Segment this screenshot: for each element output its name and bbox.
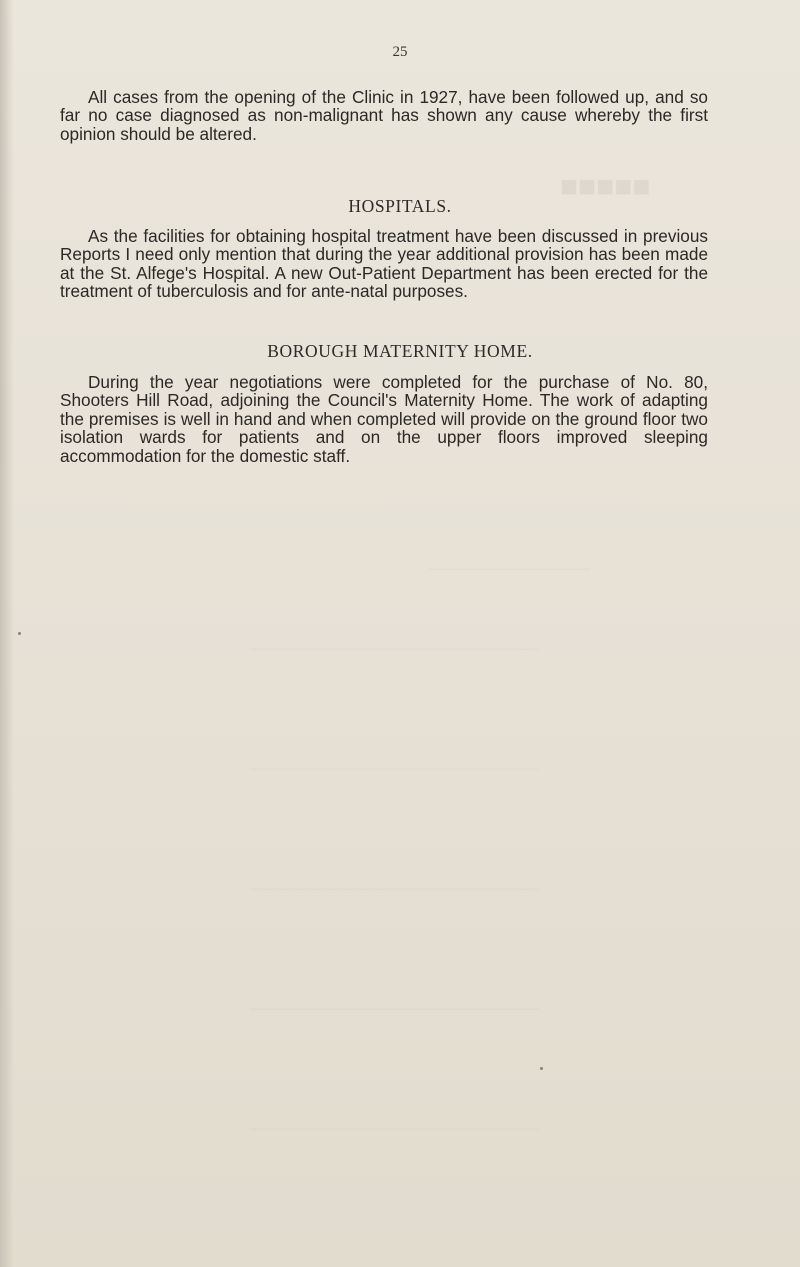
show-through-texture: —————————————————— (250, 640, 538, 657)
paper-speck (540, 1067, 543, 1070)
page-edge-shadow (0, 0, 14, 1267)
show-through-texture: —————————————————— (250, 1120, 538, 1137)
show-through-texture: —————————————————— (250, 1000, 538, 1017)
hospitals-heading: HOSPITALS. (348, 196, 452, 216)
hospitals-paragraph: As the facilities for obtaining hospital treatment have been discussed in previous Reports I need only mention that during the year additional provision has been made at the St. Alfege's Hospital. A new Out-Patient Department has been erected for the treatment of tuberculosis and for ante-natal purposes. (60, 226, 708, 302)
show-through-texture: —————————————————— (250, 760, 538, 777)
maternity-paragraph: During the year negotiations were completed for the purchase of No. 80, Shooters Hill Road, adjoining the Council's Maternity Home. The work of adapting the premises is well in hand and when completed will provide on the ground floor two isolation wards for patients and on the upper floors improved sleeping accommodation for the domestic staff. (60, 372, 708, 466)
maternity-heading: BOROUGH MATERNITY HOME. (267, 341, 533, 361)
show-through-texture: ■■■■■ (560, 170, 651, 203)
show-through-texture: —————————————————— (250, 880, 538, 897)
show-through-texture: —————————— (430, 560, 590, 577)
intro-paragraph: All cases from the opening of the Clinic in 1927, have been followed up, and so far no case diagnosed as non-malignant has shown any cause whereby the first opinion should be altered. (60, 87, 708, 144)
page-number: 25 (392, 44, 408, 60)
paper-speck (18, 632, 21, 635)
